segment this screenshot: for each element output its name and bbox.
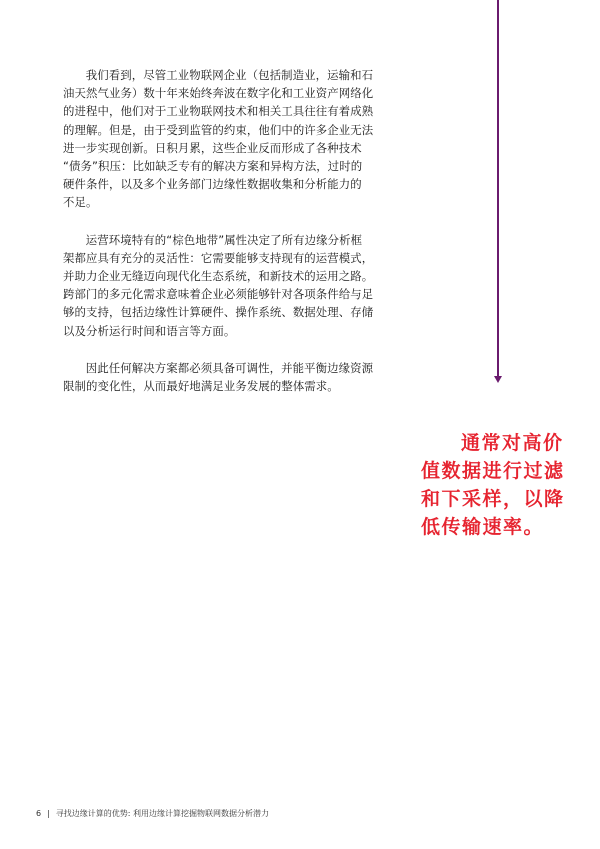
pull-quote-line: 值数据进行过滤 (421, 460, 565, 482)
pull-quote-line: 低传输速率。 (421, 516, 545, 538)
paragraph-3 (63, 359, 393, 395)
text-line: 我们看到，尽管工业物联网企业（包括制造业，运输和石 (85, 68, 374, 82)
text-line: 油天然气业务）数十年来始终奔波在数字化和工业资产网络化 (63, 86, 374, 101)
text-line: 跨部门的多元化需求意味着企业必须能够针对各项条件给与足 (63, 287, 374, 302)
text-line: “债务”积压：比如缺乏专有的解决方案和异构方法，过时的 (63, 159, 363, 174)
paragraph-2 (63, 231, 393, 340)
paragraph-1 (63, 66, 393, 212)
text-line: 进一步实现创新。日积月累，这些企业反而形成了各种技术 (63, 140, 362, 155)
footer-title: 寻找边缘计算的优势: 利用边缘计算挖掘物联网数据分析潜力 (55, 809, 270, 818)
page-number: 6 (36, 809, 42, 818)
text-line: 因此任何解决方案都必须具备可调性，并能平衡边缘资源 (85, 360, 374, 375)
pull-quote-line: 和下采样，以降 (421, 488, 565, 510)
text-line: 架都应具有充分的灵活性：它需要能够支持现有的运营模式， (63, 250, 374, 265)
pull-quote-line: 通常对高价 (461, 432, 564, 454)
pull-quote (421, 429, 581, 541)
body-text (63, 66, 393, 414)
text-line: 限制的变化性，从而最好地满足业务发展的整体需求。 (63, 379, 339, 394)
footer-separator: | (47, 809, 50, 818)
page-footer (36, 808, 269, 819)
arrow-down-icon (494, 376, 502, 383)
text-line: 并助力企业无缝迈向现代化生态系统，和新技术的运用之路。 (63, 269, 374, 284)
text-line: 硬件条件，以及多个业务部门边缘性数据收集和分析能力的 (63, 177, 362, 192)
text-line: 运营环境特有的“棕色地带”属性决定了所有边缘分析框 (85, 232, 363, 247)
text-line: 以及分析运行时间和语言等方面。 (63, 323, 236, 338)
text-line: 的理解。但是，由于受到监管的约束，他们中的许多企业无法 (63, 122, 374, 137)
text-line: 的进程中，他们对于工业物联网技术和相关工具往往有着成熟 (63, 104, 374, 119)
text-line: 够的支持，包括边缘性计算硬件、操作系统、数据处理、存储 (63, 305, 374, 320)
text-line: 不足。 (63, 195, 98, 210)
accent-vertical-line (497, 0, 499, 377)
